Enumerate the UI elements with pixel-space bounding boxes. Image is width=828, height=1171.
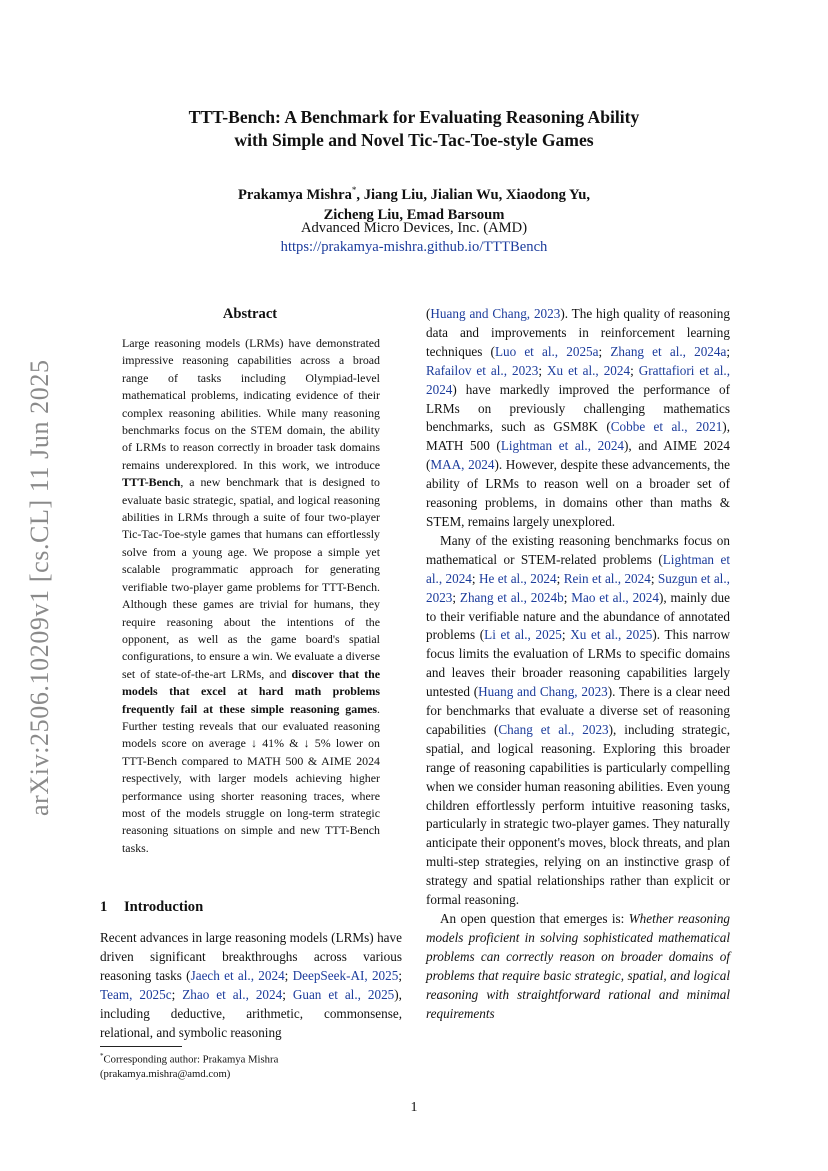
citation-link[interactable]: Chang et al., 2023 (498, 721, 609, 737)
citation-link[interactable]: Rafailov et al., 2023 (426, 362, 539, 378)
footnote-line-1 (100, 1049, 402, 1067)
citation-link[interactable]: MAA, 2024 (430, 457, 495, 473)
footnote-email: (prakamya.mishra@amd.com) (100, 1067, 231, 1080)
citation-link[interactable]: Huang and Chang, 2023 (478, 684, 608, 700)
abstract-text: , a new benchmark that is designed to evaluate basic strategic, spatial, and logical reasoning abilities in LRMs through a suite of four two-player Tic-Tac-Toe-style games that humans can effortlessly solve from a young age. We propose a simple yet scalable programmatic approach for generating verifiable two-player game problems for TTT-Bench. Although these games are trivial for humans, they require reasoning about the intentions of the opponent, as well as the game board's spatial configurations, to ensure a win. We evaluate a diverse set of state-of-the-art LRMs, and (122, 475, 380, 681)
right-column (426, 305, 730, 1023)
paragraph (426, 532, 730, 910)
citation-link[interactable]: Luo et al., 2025a (494, 343, 599, 359)
abstract-heading: Abstract (222, 306, 278, 322)
body-text: ; (650, 570, 658, 586)
body-text: ). The high quality of reasoning data and improvements in reinforcement learning techniques ( (426, 306, 730, 359)
author-line-1 (100, 180, 728, 205)
author-line-2: Zicheng Liu, Emad Barsoum (323, 206, 505, 223)
body-text: ; (171, 986, 183, 1002)
body-text: An open question that emerges is: (440, 911, 629, 926)
citation-link[interactable]: Huang and Chang, 2023 (430, 306, 561, 321)
citation-link[interactable]: Lightman et al., 2024 (426, 551, 730, 586)
arxiv-identifier: arXiv:2506.10209v1 [cs.CL] 11 Jun 2025 (25, 359, 54, 816)
body-text: ; (538, 362, 548, 378)
citation-link[interactable]: He et al., 2024 (478, 570, 557, 586)
citation-link[interactable]: Lightman et al., 2024 (500, 438, 625, 454)
body-text: ). There is a clear need for benchmarks that evaluate a diverse set of reasoning capabilities ( (426, 684, 731, 737)
citation-link[interactable]: Grattafiori et al., 2024 (426, 362, 730, 397)
page-number: 1 (410, 1100, 418, 1115)
body-text: ), mainly due to their verifiable nature and the abundance of annotated problems ( (426, 589, 730, 643)
abstract-bold-finding: discover that the models that excel at hard math problems frequently fail at these simple reasoning games (122, 666, 381, 716)
body-text: ; (284, 967, 293, 983)
section-number: 1 (100, 899, 108, 915)
footnote (100, 1049, 402, 1081)
citation-link[interactable]: Xu et al., 2024 (547, 362, 631, 378)
body-text: ). However, despite these advancements, the ability of LRMs to reason well on a broader set of reasoning problems, in domains other than maths & STEM, remains largely unexplored. (426, 457, 730, 529)
body-text: ; (561, 627, 571, 643)
citation-link[interactable]: Zhao et al., 2024 (182, 986, 283, 1002)
paragraph (426, 910, 730, 1023)
citation-link[interactable]: Rein et al., 2024 (563, 570, 651, 586)
citation-link[interactable]: DeepSeek-AI, 2025 (292, 967, 399, 983)
footnote-mark: * (100, 1052, 104, 1060)
section-title: Introduction (124, 899, 204, 915)
citation-link[interactable]: Jaech et al., 2024 (190, 967, 285, 983)
research-question: Whether reasoning models proficient in solving sophisticated mathematical problems can correctly reason on broader domains of problems that require basic strategic, spatial, and logical reasoning with straightforward rational and minimal requirements (426, 911, 731, 1021)
body-text: ), MATH 500 ( (426, 419, 730, 454)
affiliation: Advanced Micro Devices, Inc. (AMD) (300, 220, 528, 236)
body-text: ; (398, 967, 402, 983)
body-text: ). This narrow focus limits the evaluation of LRMs to specific domains and leaves their broader reasoning capabilities largely untested ( (426, 627, 730, 700)
citation-link[interactable]: Zhang et al., 2024a (610, 343, 727, 359)
abstract-body (122, 335, 380, 857)
body-text: ) have markedly improved the performance of LRMs on previously challenging mathematics benchmarks, such as GSM8K ( (426, 381, 730, 435)
footnote-text: Corresponding author: Prakamya Mishra (103, 1053, 279, 1066)
body-text: ), including strategic, spatial, and logical reasoning. Exploring this broader range of reasoning capabilities is particularly compelling when we consider human reasoning abilities. Even young children effortlessly perform intuitive reasoning tasks, particularly in strategic two-player games. They naturally anticipate their opponent's moves, block threats, and plan multi-step strategies, relying on an instinctive grasp of strategy and spatial relationships rather than explicit or formal reasoning. (426, 721, 731, 908)
paragraph: (Huang and Chang, 2023). The high quality of reasoning data and improvements in reinforcement learning techniques (Luo et al., 2025a; Zhang et al., 2024a; Rafailov et al., 2023; Xu et al., 2024; Grattafiori et al., 2024) have markedly improved the performance of LRMs on previously challenging mathematics benchmarks, such as GSM8K (Cobbe et al., 2021), MATH 500 (Lightman et al., 2024), and AIME 2024 (MAA, 2024). However, despite these advancements, the ability of LRMs to reason well on a broader set of reasoning problems, in domains other than maths & STEM, remains largely unexplored. (426, 306, 730, 529)
citation-link[interactable]: Xu et al., 2025 (570, 627, 653, 643)
body-text: ), and AIME 2024 ( (426, 438, 730, 473)
body-text: ; (282, 986, 293, 1002)
abstract-text: Large reasoning models (LRMs) have demonstrated impressive reasoning capabilities across a broad range of tasks including Olympiad-level mathematical problems, indicating evidence of their complex reasoning abilities. While many reasoning benchmarks focus on the STEM domain, the ability of LRMs to reason correctly in broader task domains remains underexplored. In this work, we introduce (122, 336, 380, 472)
body-text: ; (563, 589, 572, 605)
body-text: ), including deductive, arithmetic, commonsense, relational, and symbolic reasoning (100, 986, 402, 1040)
abstract-bold-benchmark: TTT-Bench (122, 475, 181, 490)
body-text: ; (556, 570, 564, 586)
project-url-link[interactable]: https://prakamya-mishra.github.io/TTTBench (280, 239, 548, 255)
body-text: ; (598, 343, 611, 359)
section-heading-introduction (100, 899, 203, 916)
body-text: ; (630, 362, 639, 378)
body-text: ; (452, 589, 460, 605)
body-text: Recent advances in large reasoning models (LRMs) have driven significant breakthroughs across various reasoning tasks ( (100, 930, 402, 983)
citation-link[interactable]: Mao et al., 2024 (571, 589, 659, 605)
footnote-mark: * (351, 185, 357, 195)
citation-link[interactable]: Li et al., 2025 (484, 627, 562, 643)
paper-title (100, 106, 728, 152)
introduction-paragraph (100, 929, 402, 1042)
citation-link[interactable]: Team, 2025c (100, 986, 172, 1002)
corresponding-author: Prakamya Mishra (238, 186, 352, 203)
citation-link[interactable]: Suzgun et al., 2023 (426, 570, 730, 605)
body-text: Many of the existing reasoning benchmarks focus on mathematical or STEM-related problems ( (426, 532, 730, 567)
affiliation-block (100, 219, 728, 257)
co-authors: , Jiang Liu, Jialian Wu, Xiaodong Yu, (356, 186, 590, 203)
title-line-2: with Simple and Novel Tic-Tac-Toe-style Games (234, 130, 594, 150)
citation-link[interactable]: Guan et al., 2025 (292, 986, 395, 1002)
title-line-1: TTT-Bench: A Benchmark for Evaluating Reasoning Ability (188, 107, 640, 127)
body-text: ; (471, 570, 479, 586)
abstract-text: . Further testing reveals that our evaluated reasoning models score on average ↓ 41% & ↓ 5% lower on TTT-Bench compared to MATH 500 & AIME 2024 respectively, with larger models achieving higher performance using shorter reasoning traces, where most of the models struggle on long-term strategic reasoning situations on simple and new TTT-Bench tasks. (122, 701, 380, 855)
citation-link[interactable]: Zhang et al., 2024b (459, 589, 564, 605)
footnote-divider (100, 1046, 182, 1047)
citation-link[interactable]: Cobbe et al., 2021 (610, 419, 723, 435)
body-text: ; (726, 343, 730, 359)
